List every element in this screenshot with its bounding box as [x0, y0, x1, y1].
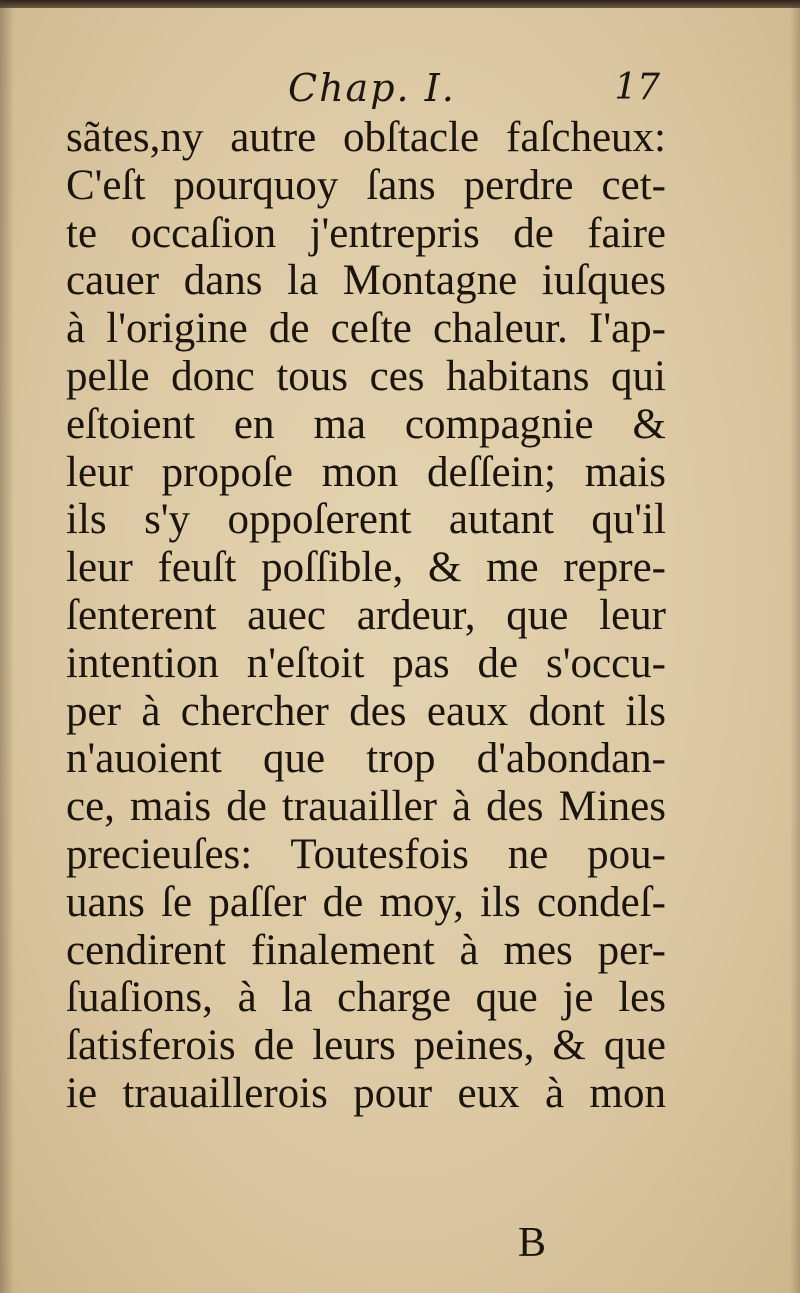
page-number: 17 — [614, 67, 660, 108]
edge-shadow — [790, 0, 800, 1293]
text-line: ils s'y oppoſerent autant qu'il — [66, 496, 666, 544]
text-line: uans ſe paſſer de moy, ils condeſ- — [66, 878, 666, 926]
text-line: ſatisferois de leurs peines, & que — [66, 1022, 666, 1070]
text-line: eſtoient en ma compagnie & — [66, 400, 666, 448]
text-line: C'eſt pourquoy ſans perdre cet- — [66, 161, 666, 209]
text-line: sãtes,ny autre obſtacle faſcheux: — [66, 114, 666, 161]
text-line: à l'origine de ceſte chaleur. I'ap- — [66, 305, 666, 353]
running-head: Chap. I. — [288, 66, 456, 110]
text-line: ſuaſions, à la charge que je les — [66, 974, 666, 1022]
text-line: precieuſes: Toutesfois ne pou- — [66, 830, 666, 878]
text-line: ie trauaillerois pour eux à mon — [66, 1069, 666, 1117]
text-line: intention n'eſtoit pas de s'occu- — [66, 639, 666, 687]
text-line: ce, mais de trauailler à des Mines — [66, 783, 666, 831]
page-header — [60, 62, 660, 114]
signature-mark: B — [518, 1220, 547, 1266]
body-text — [66, 114, 666, 1118]
text-line: per à chercher des eaux dont ils — [66, 687, 666, 735]
text-line: ſenterent auec ardeur, que leur — [66, 591, 666, 639]
gutter-shadow — [0, 0, 14, 1293]
text-line: cendirent finalement à mes per- — [66, 926, 666, 974]
text-line: cauer dans la Montagne iuſques — [66, 257, 666, 305]
text-line: te occaſion j'entrepris de faire — [66, 209, 666, 257]
page-top-edge — [0, 0, 800, 8]
text-line: leur propoſe mon deſſein; mais — [66, 448, 666, 496]
text-line: pelle donc tous ces habitans qui — [66, 352, 666, 400]
text-line: leur feuſt poſſible, & me repre- — [66, 544, 666, 592]
text-line: n'auoient que trop d'abondan- — [66, 735, 666, 783]
